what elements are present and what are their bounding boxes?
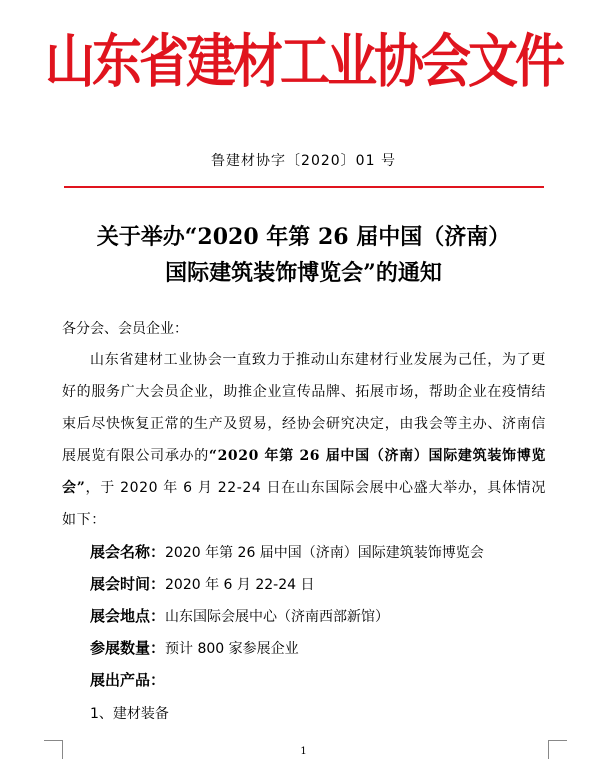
document-header-title: 山东省建材工业协会文件 [45,26,562,95]
info-label: 展出产品： [90,671,166,689]
salutation: 各分会、会员企业： [62,321,188,337]
info-exhibition-name [90,541,484,562]
info-value: 2020 年 6 月 22-24 日 [165,577,315,593]
info-exhibitor-count [90,637,299,658]
body-paragraph [62,344,546,536]
info-value: 山东国际会展中心（济南西部新馆） [165,609,390,625]
info-exhibition-time [90,573,314,594]
info-label: 参展数量： [90,639,166,657]
header-divider [64,186,544,188]
info-label: 展会时间： [90,575,166,593]
body-text-part-2: ，于 2020 年 6 月 22-24 日在山东国际会展中心盛大举办，具体情况如下： [62,480,546,528]
info-value: 预计 800 家参展企业 [165,641,299,657]
page-number: 1 [300,746,307,757]
info-exhibit-products [90,669,165,690]
notice-title-line-1: 关于举办“2020 年第 26 届中国（济南） [96,224,511,250]
product-list-item: 1、建材装备 [90,706,169,722]
info-exhibition-venue [90,605,389,626]
exhibition-name-highlight: “2020 年第 26 届中国（济南）国际建筑装饰博览会” [62,448,546,496]
info-label: 展会名称： [90,543,166,561]
document-number: 鲁建材协字〔2020〕01 号 [211,153,396,169]
body-text-part-1: 山东省建材工业协会一直致力于推动山东建材行业发展为己任，为了更好的服务广大会员企业，助推企业宣传品牌、拓展市场，帮助企业在疫情结束后尽快恢复正常的生产及贸易，经协会研究决定，由我会等主办、济南信展展览有限公司承办的 [62,352,546,464]
info-label: 展会地点： [90,607,166,625]
notice-title-line-2: 国际建筑装饰博览会”的通知 [165,260,442,286]
info-value: 2020 年第 26 届中国（济南）国际建筑装饰博览会 [165,545,484,561]
